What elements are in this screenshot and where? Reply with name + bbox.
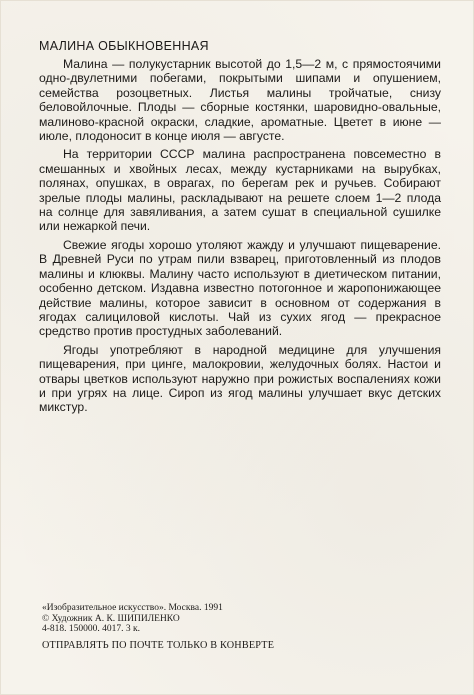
paragraph-nutrition: Свежие ягоды хорошо утоляют жажду и улучшают пищеварение. В Древней Руси по утрам пили взварец, приготовленный из плодов малины и клюквы. Малину часто используют в диетическом питании, особенно детском. Издавна известно потогонное и жаропонижающее действие малины, которое зависит в основном от содержания в ягодах салициловой кислоты. Чай из сухих ягод — прекрасное средство против простудных заболеваний.: [39, 237, 441, 339]
paragraph-description: Малина — полукустарник высотой до 1,5—2 м, с прямостоячими одно-двулетними побегами, покрытыми шипами и опушением, семейства розоцветных. Листья малины тройчатые, снизу беловойлочные. Плоды — сборные костянки, шаровидно-овальные, малиново-красной окраски, сладкие, ароматные. Цветет в июне — июле, плодоносит в конце июля — августе.: [39, 57, 441, 144]
paragraph-medicine: Ягоды употребляют в народной медицине для улучшения пищеварения, при цинге, малокровии, желудочных болях. Настои и отвары цветков используют наружно при рожистых воспалениях кожи и при угрях на лице. Сироп из ягод малины улучшает вкус детских микстур.: [39, 342, 441, 415]
article-body: [39, 57, 441, 419]
mailing-notice: ОТПРАВЛЯТЬ ПО ПОЧТЕ ТОЛЬКО В КОНВЕРТЕ: [42, 640, 275, 651]
paragraph-habitat: На территории СССР малина распространена повсеместно в смешанных и хвойных лесах, между кустарниками на вырубках, полянах, опушках, в оврагах, по берегам рек и ручьев. Собирают зрелые плоды малины, раскладывают на решете слоем 1—2 плода на солнце для завяливания, а затем сушат в специальной сушилке или нежаркой печи.: [39, 147, 441, 234]
publisher-line: «Изобразительное искусство». Москва. 1991: [42, 603, 223, 613]
print-code: 4-818. 150000. 4017. 3 к.: [42, 624, 141, 635]
artist-credit: © Художник А. К. ШИПИЛЕНКО: [42, 613, 180, 624]
imprint: [42, 603, 223, 635]
article-title: МАЛИНА ОБЫКНОВЕННАЯ: [39, 39, 209, 53]
